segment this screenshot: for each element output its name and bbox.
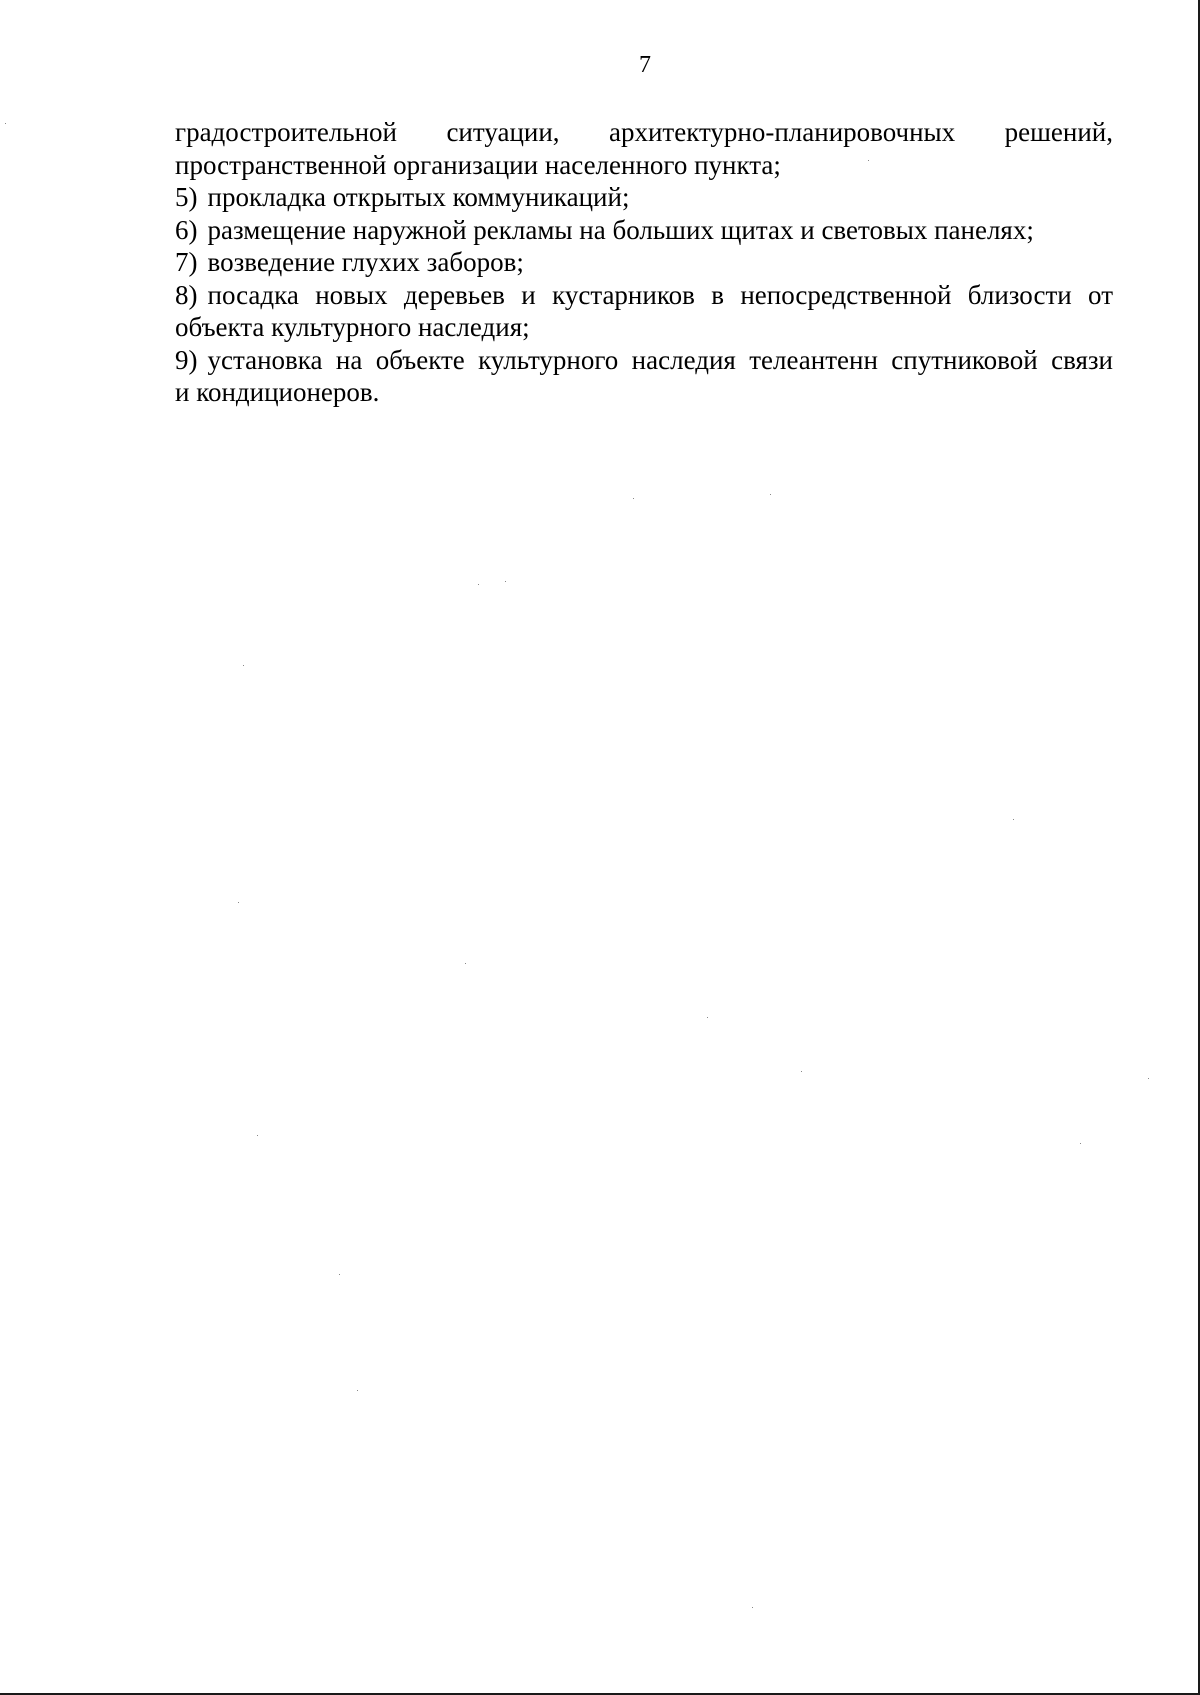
list-item-number: 7) <box>175 247 198 277</box>
scan-speck <box>801 1071 802 1072</box>
paragraph-line: пространственной организации населенного пункта; <box>175 149 781 180</box>
scan-speck <box>257 1135 258 1136</box>
scan-speck <box>1080 1143 1081 1144</box>
list-item-number: 8) <box>175 279 198 310</box>
list-item-text: возведение глухих заборов; <box>207 247 524 277</box>
list-item-text: размещение наружной рекламы на больших щитах и световых панелях; <box>207 214 1034 245</box>
scan-speck <box>339 1274 340 1275</box>
list-item-continuation: объекта культурного наследия; <box>175 312 530 342</box>
scan-speck <box>633 498 634 499</box>
scan-speck <box>243 665 244 666</box>
page-number: 7 <box>639 52 651 78</box>
scan-speck <box>505 581 506 582</box>
list-item-number: 5) <box>175 182 198 212</box>
list-item-continuation: и кондиционеров. <box>175 377 380 407</box>
list-item-text: прокладка открытых коммуникаций; <box>207 182 630 212</box>
document-body <box>175 116 1113 409</box>
list-item <box>175 344 1113 377</box>
scan-speck <box>1148 1078 1149 1079</box>
list-item <box>175 246 1113 279</box>
scan-speck <box>478 584 479 585</box>
list-item-number: 9) <box>175 344 198 375</box>
list-item-text: посадка новых деревьев и кустарников в непосредственной близости от <box>207 279 1113 310</box>
scan-speck <box>357 1390 358 1391</box>
scan-speck <box>707 1017 708 1018</box>
scan-speck <box>238 902 239 903</box>
list-item-text: установка на объекте культурного наследия телеантенн спутниковой связи <box>207 344 1113 375</box>
paragraph-line: градостроительной ситуации, архитектурно-планировочных решений, <box>175 117 1113 147</box>
scan-speck <box>752 1607 753 1608</box>
scan-speck <box>1013 819 1014 820</box>
scan-speck <box>465 963 466 964</box>
scan-speck <box>770 494 771 495</box>
list-item <box>175 214 1113 247</box>
list-item <box>175 279 1113 312</box>
scan-speck <box>5 123 6 124</box>
list-item-number: 6) <box>175 214 198 245</box>
list-item <box>175 181 1113 214</box>
scan-speck <box>868 160 869 161</box>
